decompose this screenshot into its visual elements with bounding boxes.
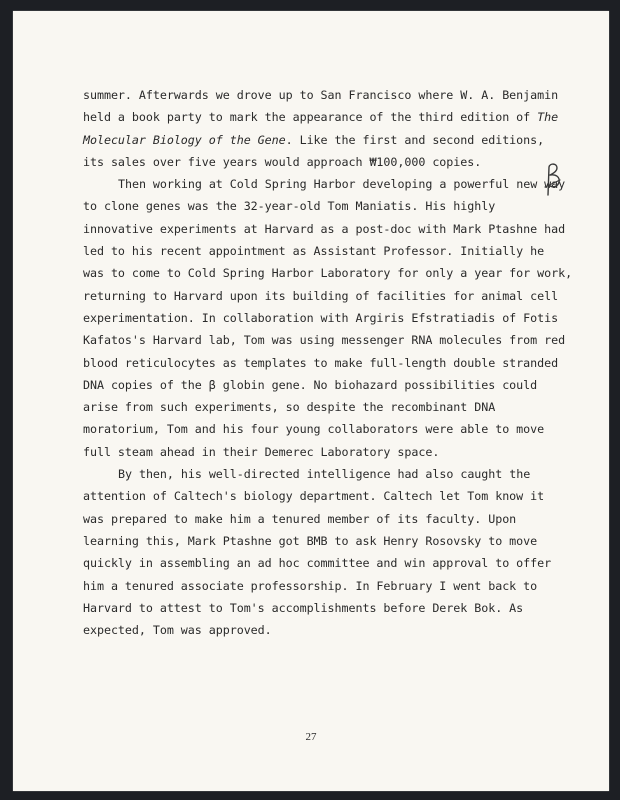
text-line: returning to Harvard upon its building of facilities for animal cell <box>83 288 559 303</box>
text-line: full steam ahead in their Demerec Laboratory space. <box>83 444 440 459</box>
text-line: its sales over five years would approach ₩100,000 copies. <box>83 154 482 169</box>
beta-mark-icon <box>540 161 566 197</box>
text-line: summer. Afterwards we drove up to San Francisco where W. A. Benjamin <box>83 88 559 102</box>
text-line: By then, his well-directed intelligence had also caught the <box>118 467 531 482</box>
paragraph-1 <box>83 84 559 173</box>
text-line <box>83 106 559 128</box>
text-line: quickly in assembling an ad hoc committee and win approval to offer <box>83 556 552 571</box>
text-line: Then working at Cold Spring Harbor developing a powerful new way <box>118 177 566 192</box>
text-line: was to come to Cold Spring Harbor Laboratory for only a year for work, <box>83 266 573 281</box>
text-line: led to his recent appointment as Assistant Professor. Initially he <box>83 244 545 259</box>
text-line: Harvard to attest to Tom's accomplishments before Derek Bok. As <box>83 600 524 615</box>
text-line: was prepared to make him a tenured member of its faculty. Upon <box>83 511 517 526</box>
text-line: moratorium, Tom and his four young collaborators were able to move <box>83 422 545 437</box>
text-line: Kafatos's Harvard lab, Tom was using messenger RNA molecules from red <box>83 333 566 348</box>
handwritten-beta-margin-mark <box>540 161 566 197</box>
text-line: attention of Caltech's biology department. Caltech let Tom know it <box>83 489 545 504</box>
paragraph-2 <box>83 173 573 463</box>
text-line: expected, Tom was approved. <box>83 623 272 638</box>
text-segment: . Like the first and second editions, <box>285 132 545 147</box>
text-line: him a tenured associate professorship. In February I went back to <box>83 578 538 593</box>
book-title-italic: The <box>537 110 559 125</box>
body-text <box>83 84 573 641</box>
text-line <box>83 129 545 151</box>
text-line: DNA copies of the β globin gene. No biohazard possibilities could <box>83 377 538 392</box>
text-line: innovative experiments at Harvard as a post-doc with Mark Ptashne had <box>83 221 566 236</box>
page-number: 27 <box>305 731 317 743</box>
paragraph-3 <box>83 463 552 641</box>
text-segment: held a book party to mark the appearance of the third edition of <box>83 110 538 125</box>
text-line: experimentation. In collaboration with Argiris Efstratiadis of Fotis <box>83 310 559 325</box>
document-page <box>13 11 609 791</box>
text-line: blood reticulocytes as templates to make full-length double stranded <box>83 355 559 370</box>
text-line: to clone genes was the 32-year-old Tom Maniatis. His highly <box>83 199 496 214</box>
text-line: learning this, Mark Ptashne got BMB to ask Henry Rosovsky to move <box>83 533 538 548</box>
book-title-italic: Molecular Biology of the Gene <box>83 132 286 147</box>
text-line: arise from such experiments, so despite the recombinant DNA <box>83 400 496 415</box>
